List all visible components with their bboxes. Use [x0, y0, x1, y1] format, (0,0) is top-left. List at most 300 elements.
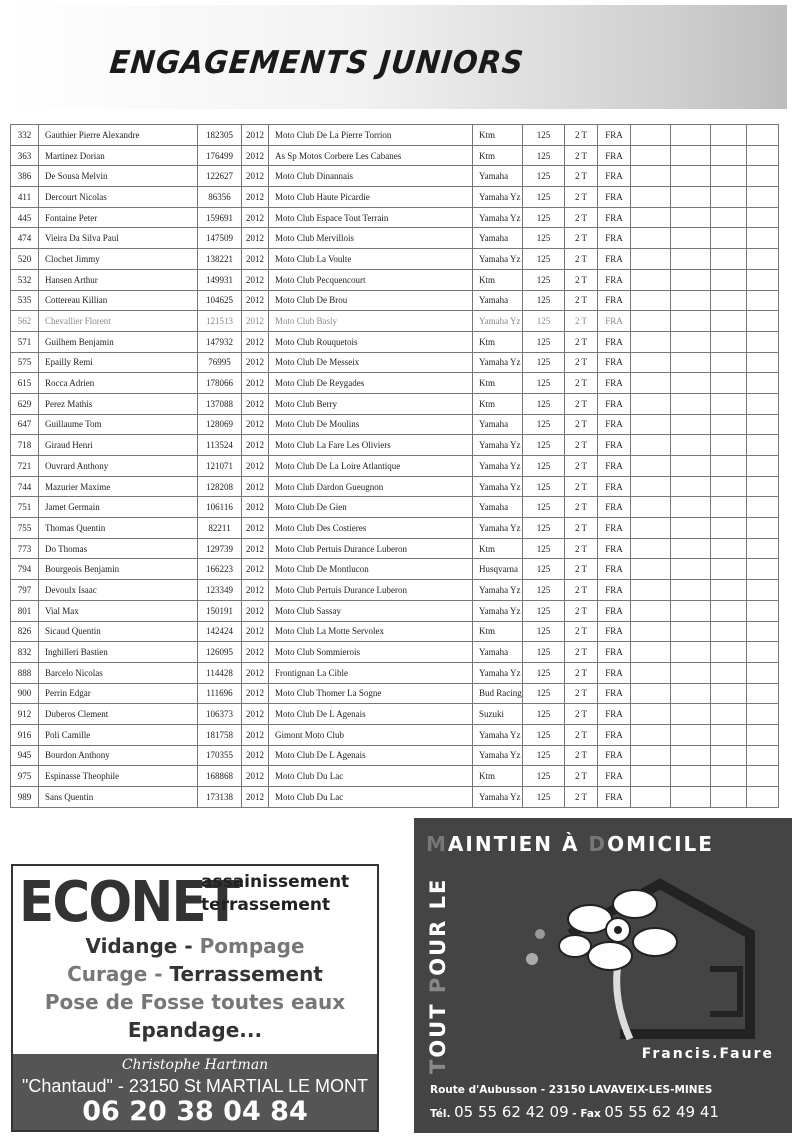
cell-nat: FRA: [598, 187, 631, 208]
cell-empty: [631, 745, 671, 766]
cell-club: Moto Club Espace Tout Terrain: [269, 207, 473, 228]
cell-empty: [747, 352, 779, 373]
cell-stroke: 2 T: [565, 476, 598, 497]
cell-cc: 125: [523, 435, 565, 456]
cell-club: Moto Club Du Lac: [269, 766, 473, 787]
cell-empty: [671, 580, 711, 601]
cell-brand: Yamaha: [473, 414, 523, 435]
cell-empty: [671, 166, 711, 187]
cell-licence: 170355: [198, 745, 242, 766]
cell-club: Moto Club Mervillois: [269, 228, 473, 249]
cell-stroke: 2 T: [565, 621, 598, 642]
cell-name: Guillaume Tom: [39, 414, 198, 435]
cell-no: 571: [11, 331, 39, 352]
cell-cc: 125: [523, 642, 565, 663]
cell-empty: [671, 787, 711, 808]
cell-nat: FRA: [598, 580, 631, 601]
cell-empty: [747, 393, 779, 414]
cell-licence: 106373: [198, 704, 242, 725]
cell-empty: [631, 414, 671, 435]
cell-year: 2012: [242, 311, 269, 332]
cell-nat: FRA: [598, 662, 631, 683]
cell-no: 363: [11, 145, 39, 166]
cell-name: Perez Mathis: [39, 393, 198, 414]
cell-empty: [631, 125, 671, 146]
cell-empty: [747, 538, 779, 559]
cell-club: Moto Club Dardon Gueugnon: [269, 476, 473, 497]
cell-empty: [711, 393, 747, 414]
cell-nat: FRA: [598, 331, 631, 352]
cell-licence: 178066: [198, 373, 242, 394]
cell-name: Inghilleri Bastien: [39, 642, 198, 663]
cell-stroke: 2 T: [565, 207, 598, 228]
cell-brand: Yamaha Yz: [473, 724, 523, 745]
cell-year: 2012: [242, 642, 269, 663]
cell-stroke: 2 T: [565, 600, 598, 621]
cell-nat: FRA: [598, 352, 631, 373]
cell-licence: 114428: [198, 662, 242, 683]
cell-empty: [631, 249, 671, 270]
cell-stroke: 2 T: [565, 580, 598, 601]
cell-brand: Ktm: [473, 125, 523, 146]
cell-empty: [631, 187, 671, 208]
cell-empty: [747, 435, 779, 456]
maintien-address: Route d'Aubusson - 23150 LAVAVEIX-LES-MINES: [430, 1084, 713, 1096]
cell-year: 2012: [242, 518, 269, 539]
cell-nat: FRA: [598, 745, 631, 766]
cell-stroke: 2 T: [565, 166, 598, 187]
cell-no: 900: [11, 683, 39, 704]
cell-cc: 125: [523, 662, 565, 683]
cell-empty: [631, 787, 671, 808]
cell-name: Bourgeois Benjamin: [39, 559, 198, 580]
cell-empty: [747, 497, 779, 518]
cell-name: Giraud Henri: [39, 435, 198, 456]
cell-empty: [711, 724, 747, 745]
cell-cc: 125: [523, 787, 565, 808]
cell-stroke: 2 T: [565, 724, 598, 745]
cell-year: 2012: [242, 166, 269, 187]
cell-stroke: 2 T: [565, 187, 598, 208]
cell-cc: 125: [523, 724, 565, 745]
cell-cc: 125: [523, 559, 565, 580]
cell-empty: [671, 331, 711, 352]
cell-empty: [631, 766, 671, 787]
cell-club: Moto Club La Fare Les Oliviers: [269, 435, 473, 456]
cell-year: 2012: [242, 207, 269, 228]
cell-nat: FRA: [598, 476, 631, 497]
cell-empty: [671, 269, 711, 290]
cell-name: Dercourt Nicolas: [39, 187, 198, 208]
table-row: [11, 393, 779, 414]
cell-name: Chevallier Florent: [39, 311, 198, 332]
cell-licence: 147932: [198, 331, 242, 352]
cell-licence: 137088: [198, 393, 242, 414]
cell-licence: 104625: [198, 290, 242, 311]
cell-empty: [631, 166, 671, 187]
cell-no: 797: [11, 580, 39, 601]
cell-nat: FRA: [598, 290, 631, 311]
cell-empty: [711, 145, 747, 166]
cell-empty: [631, 642, 671, 663]
cell-year: 2012: [242, 766, 269, 787]
econet-address: "Chantaud" - 23150 St MARTIAL LE MONT: [22, 1076, 368, 1096]
cell-club: Gimont Moto Club: [269, 724, 473, 745]
cell-empty: [747, 331, 779, 352]
cell-nat: FRA: [598, 166, 631, 187]
cell-empty: [671, 683, 711, 704]
cell-club: Moto Club Pecquencourt: [269, 269, 473, 290]
cell-cc: 125: [523, 745, 565, 766]
cell-name: Mazurier Maxime: [39, 476, 198, 497]
cell-club: Moto Club De La Loire Atlantique: [269, 456, 473, 477]
cell-empty: [711, 125, 747, 146]
cell-empty: [747, 518, 779, 539]
cell-empty: [631, 724, 671, 745]
cell-stroke: 2 T: [565, 249, 598, 270]
cell-empty: [671, 518, 711, 539]
cell-club: Moto Club La Motte Servolex: [269, 621, 473, 642]
cell-licence: 86356: [198, 187, 242, 208]
cell-empty: [671, 125, 711, 146]
cell-nat: FRA: [598, 228, 631, 249]
cell-empty: [671, 456, 711, 477]
maintien-brand: Francis.Faure: [641, 1046, 774, 1062]
cell-brand: Yamaha Yz: [473, 518, 523, 539]
cell-empty: [631, 228, 671, 249]
econet-contact-bar: [13, 1054, 377, 1130]
cell-no: 794: [11, 559, 39, 580]
cell-club: Moto Club La Voulte: [269, 249, 473, 270]
table-row: [11, 704, 779, 725]
table-row: [11, 456, 779, 477]
cell-name: Perrin Edgar: [39, 683, 198, 704]
cell-brand: Yamaha Yz: [473, 435, 523, 456]
cell-brand: Yamaha Yz: [473, 187, 523, 208]
cell-cc: 125: [523, 414, 565, 435]
cell-nat: FRA: [598, 683, 631, 704]
cell-stroke: 2 T: [565, 787, 598, 808]
cell-licence: 147509: [198, 228, 242, 249]
cell-empty: [631, 352, 671, 373]
cell-brand: Yamaha: [473, 228, 523, 249]
cell-licence: 126095: [198, 642, 242, 663]
cell-year: 2012: [242, 352, 269, 373]
cell-empty: [671, 621, 711, 642]
cell-club: Moto Club Basly: [269, 311, 473, 332]
ad-econet: [11, 864, 379, 1132]
cell-empty: [711, 331, 747, 352]
cell-empty: [671, 642, 711, 663]
cell-name: Do Thomas: [39, 538, 198, 559]
table-row: [11, 290, 779, 311]
table-row: [11, 249, 779, 270]
cell-empty: [711, 228, 747, 249]
cell-brand: Yamaha Yz: [473, 745, 523, 766]
cell-year: 2012: [242, 125, 269, 146]
cell-name: Poli Camille: [39, 724, 198, 745]
cell-cc: 125: [523, 497, 565, 518]
cell-licence: 111696: [198, 683, 242, 704]
cell-empty: [671, 704, 711, 725]
cell-licence: 166223: [198, 559, 242, 580]
cell-nat: FRA: [598, 704, 631, 725]
cell-nat: FRA: [598, 207, 631, 228]
cell-nat: FRA: [598, 518, 631, 539]
cell-brand: Ktm: [473, 331, 523, 352]
cell-stroke: 2 T: [565, 145, 598, 166]
cell-year: 2012: [242, 538, 269, 559]
table-row: [11, 352, 779, 373]
cell-licence: 121513: [198, 311, 242, 332]
econet-tagline-1: assainissement: [201, 872, 350, 892]
cell-brand: Bud Racing: [473, 683, 523, 704]
cell-stroke: 2 T: [565, 745, 598, 766]
cell-stroke: 2 T: [565, 704, 598, 725]
cell-year: 2012: [242, 456, 269, 477]
cell-cc: 125: [523, 290, 565, 311]
cell-empty: [671, 249, 711, 270]
cell-nat: FRA: [598, 724, 631, 745]
cell-empty: [711, 456, 747, 477]
cell-club: As Sp Motos Corbere Les Cabanes: [269, 145, 473, 166]
cell-empty: [747, 456, 779, 477]
cell-no: 945: [11, 745, 39, 766]
cell-empty: [711, 642, 747, 663]
cell-empty: [671, 745, 711, 766]
cell-no: 888: [11, 662, 39, 683]
cell-nat: FRA: [598, 538, 631, 559]
cell-empty: [631, 269, 671, 290]
cell-empty: [631, 373, 671, 394]
cell-no: 386: [11, 166, 39, 187]
table-row: [11, 766, 779, 787]
cell-year: 2012: [242, 373, 269, 394]
cell-nat: FRA: [598, 311, 631, 332]
table-row: [11, 683, 779, 704]
econet-phone: 06 20 38 04 84: [82, 1096, 308, 1127]
table-row: [11, 642, 779, 663]
cell-year: 2012: [242, 393, 269, 414]
cell-nat: FRA: [598, 642, 631, 663]
cell-no: 474: [11, 228, 39, 249]
cell-club: Moto Club De L Agenais: [269, 704, 473, 725]
cell-empty: [747, 600, 779, 621]
cell-brand: Husqvarna: [473, 559, 523, 580]
cell-empty: [747, 290, 779, 311]
cell-cc: 125: [523, 331, 565, 352]
cell-empty: [631, 662, 671, 683]
table-row: [11, 435, 779, 456]
cell-nat: FRA: [598, 373, 631, 394]
cell-name: Bourdon Anthony: [39, 745, 198, 766]
cell-licence: 176499: [198, 145, 242, 166]
cell-cc: 125: [523, 249, 565, 270]
cell-no: 751: [11, 497, 39, 518]
cell-empty: [711, 538, 747, 559]
cell-stroke: 2 T: [565, 683, 598, 704]
cell-club: Moto Club De Moulins: [269, 414, 473, 435]
cell-empty: [747, 745, 779, 766]
cell-stroke: 2 T: [565, 497, 598, 518]
cell-empty: [711, 435, 747, 456]
cell-name: Cottereau Killian: [39, 290, 198, 311]
cell-empty: [631, 476, 671, 497]
cell-stroke: 2 T: [565, 559, 598, 580]
cell-cc: 125: [523, 538, 565, 559]
cell-empty: [747, 787, 779, 808]
cell-nat: FRA: [598, 497, 631, 518]
cell-empty: [747, 187, 779, 208]
cell-year: 2012: [242, 704, 269, 725]
cell-no: 445: [11, 207, 39, 228]
table-row: [11, 166, 779, 187]
table-row: [11, 187, 779, 208]
cell-empty: [711, 166, 747, 187]
cell-empty: [747, 766, 779, 787]
cell-empty: [711, 580, 747, 601]
cell-no: 826: [11, 621, 39, 642]
cell-empty: [747, 642, 779, 663]
cell-empty: [631, 559, 671, 580]
cell-cc: 125: [523, 166, 565, 187]
cell-nat: FRA: [598, 621, 631, 642]
cell-cc: 125: [523, 311, 565, 332]
cell-empty: [671, 559, 711, 580]
cell-empty: [631, 621, 671, 642]
cell-licence: 173138: [198, 787, 242, 808]
econet-tagline-2: terrassement: [201, 895, 331, 915]
cell-empty: [631, 435, 671, 456]
cell-name: Vieira Da Silva Paul: [39, 228, 198, 249]
cell-nat: FRA: [598, 435, 631, 456]
cell-year: 2012: [242, 331, 269, 352]
cell-empty: [631, 580, 671, 601]
cell-name: Devoulx Isaac: [39, 580, 198, 601]
cell-empty: [671, 476, 711, 497]
cell-name: Gauthier Pierre Alexandre: [39, 125, 198, 146]
cell-empty: [631, 331, 671, 352]
cell-empty: [631, 683, 671, 704]
cell-no: 629: [11, 393, 39, 414]
cell-licence: 121071: [198, 456, 242, 477]
cell-empty: [711, 373, 747, 394]
cell-empty: [631, 290, 671, 311]
table-row: [11, 518, 779, 539]
cell-cc: 125: [523, 373, 565, 394]
cell-no: 755: [11, 518, 39, 539]
cell-no: 332: [11, 125, 39, 146]
table-row: [11, 787, 779, 808]
cell-cc: 125: [523, 352, 565, 373]
cell-brand: Ktm: [473, 538, 523, 559]
cell-licence: 159691: [198, 207, 242, 228]
cell-cc: 125: [523, 269, 565, 290]
table-row: [11, 207, 779, 228]
entries-table: [10, 124, 779, 808]
cell-cc: 125: [523, 766, 565, 787]
cell-brand: Ktm: [473, 145, 523, 166]
cell-brand: Yamaha Yz: [473, 207, 523, 228]
cell-empty: [671, 538, 711, 559]
cell-name: Sicaud Quentin: [39, 621, 198, 642]
cell-empty: [711, 662, 747, 683]
cell-no: 801: [11, 600, 39, 621]
cell-no: 562: [11, 311, 39, 332]
cell-brand: Yamaha Yz: [473, 456, 523, 477]
cell-stroke: 2 T: [565, 414, 598, 435]
cell-no: 832: [11, 642, 39, 663]
cell-year: 2012: [242, 745, 269, 766]
cell-empty: [711, 187, 747, 208]
cell-empty: [747, 704, 779, 725]
cell-stroke: 2 T: [565, 766, 598, 787]
cell-nat: FRA: [598, 414, 631, 435]
cell-licence: 168868: [198, 766, 242, 787]
cell-club: Moto Club De Reygades: [269, 373, 473, 394]
cell-empty: [711, 290, 747, 311]
cell-empty: [747, 414, 779, 435]
cell-cc: 125: [523, 704, 565, 725]
cell-nat: FRA: [598, 456, 631, 477]
cell-brand: Ktm: [473, 766, 523, 787]
cell-empty: [747, 311, 779, 332]
cell-cc: 125: [523, 683, 565, 704]
cell-licence: 106116: [198, 497, 242, 518]
cell-licence: 128069: [198, 414, 242, 435]
cell-empty: [747, 559, 779, 580]
cell-empty: [671, 311, 711, 332]
cell-empty: [747, 228, 779, 249]
cell-stroke: 2 T: [565, 456, 598, 477]
cell-nat: FRA: [598, 766, 631, 787]
cell-year: 2012: [242, 145, 269, 166]
cell-cc: 125: [523, 207, 565, 228]
cell-club: Moto Club Thomer La Sogne: [269, 683, 473, 704]
page-title: ENGAGEMENTS JUNIORS: [108, 43, 526, 81]
cell-empty: [671, 393, 711, 414]
cell-brand: Suzuki: [473, 704, 523, 725]
table-row: [11, 580, 779, 601]
maintien-title: MAINTIEN À DOMICILE: [426, 832, 714, 856]
cell-nat: FRA: [598, 269, 631, 290]
cell-no: 912: [11, 704, 39, 725]
cell-club: Moto Club Des Costieres: [269, 518, 473, 539]
cell-empty: [671, 207, 711, 228]
cell-empty: [671, 373, 711, 394]
table-row: [11, 228, 779, 249]
header-banner: [7, 5, 787, 109]
cell-brand: Yamaha Yz: [473, 311, 523, 332]
cell-licence: 129739: [198, 538, 242, 559]
cell-empty: [711, 269, 747, 290]
cell-brand: Yamaha Yz: [473, 662, 523, 683]
cell-club: Frontignan La Cible: [269, 662, 473, 683]
cell-empty: [711, 621, 747, 642]
cell-year: 2012: [242, 621, 269, 642]
cell-cc: 125: [523, 456, 565, 477]
table-row: [11, 311, 779, 332]
cell-name: Vial Max: [39, 600, 198, 621]
cell-year: 2012: [242, 497, 269, 518]
cell-year: 2012: [242, 414, 269, 435]
cell-empty: [747, 125, 779, 146]
cell-empty: [747, 724, 779, 745]
cell-stroke: 2 T: [565, 662, 598, 683]
cell-year: 2012: [242, 580, 269, 601]
table-row: [11, 559, 779, 580]
cell-name: Epailly Remi: [39, 352, 198, 373]
